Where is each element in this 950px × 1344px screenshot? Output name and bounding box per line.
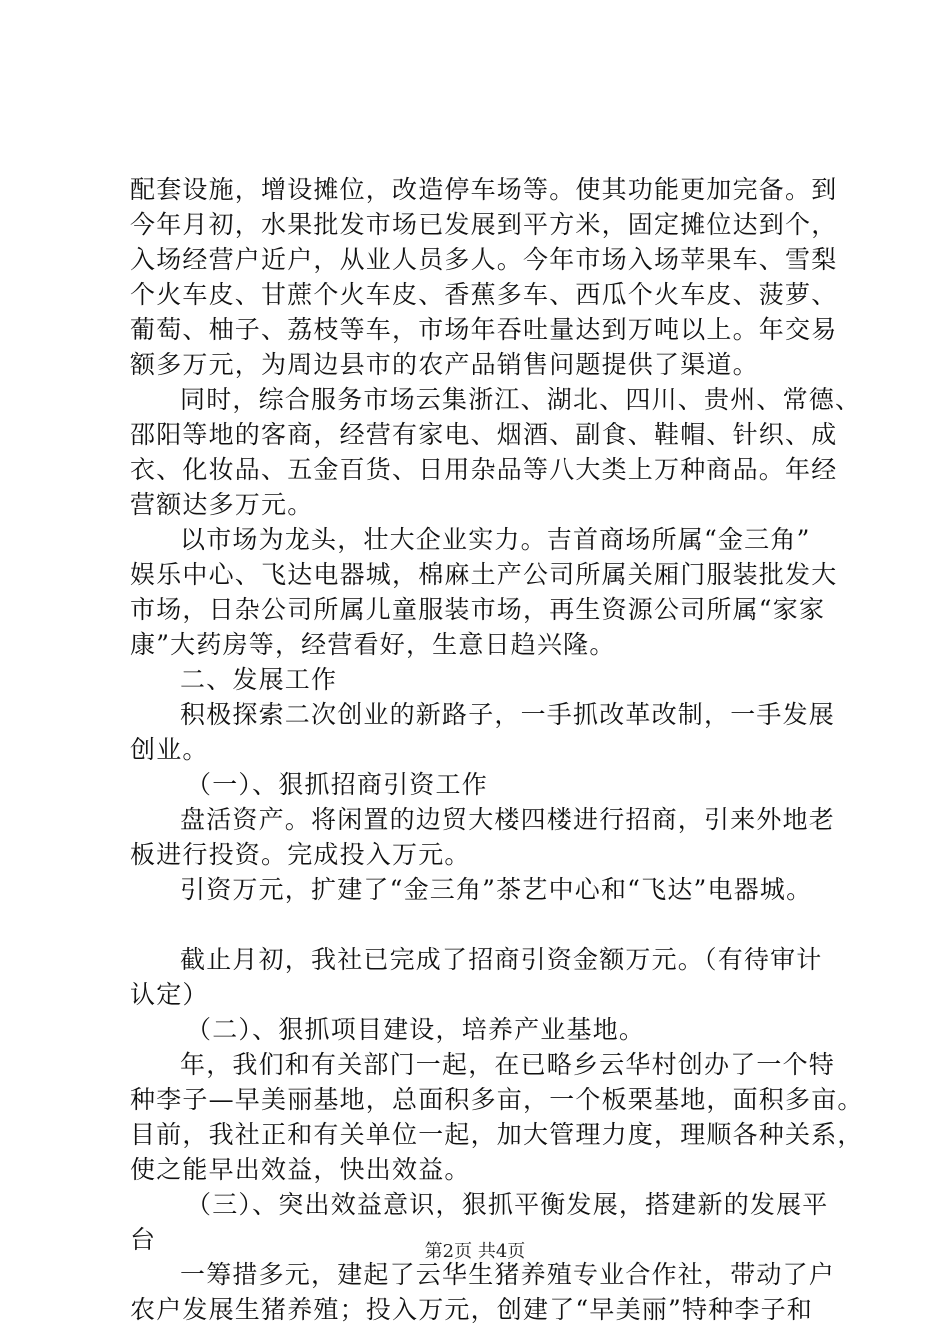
paragraph-line: 邵阳等地的客商，经营有家电、烟酒、副食、鞋帽、针织、成 <box>130 420 838 449</box>
paragraph-line: 认定） <box>130 980 209 1009</box>
paragraph-line: 目前，我社正和有关单位一起，加大管理力度，理顺各种关系， <box>130 1120 864 1149</box>
paragraph-line: 营额达多万元。 <box>130 490 314 519</box>
blank-line <box>130 907 850 942</box>
paragraph-line: 盘活资产。将闲置的边贸大楼四楼进行招商，引来外地老 <box>180 805 836 834</box>
paragraph-line: 康”大药房等，经营看好，生意日趋兴隆。 <box>130 630 616 659</box>
paragraph-line: 年，我们和有关部门一起，在已略乡云华村创办了一个特 <box>180 1050 836 1079</box>
paragraph-line: 截止月初，我社已完成了招商引资金额万元。（有待审计 <box>180 945 823 974</box>
paragraph-line: 板进行投资。完成投入万元。 <box>130 840 471 869</box>
paragraph-line: 一筹措多元，建起了云华生猪养殖专业合作社，带动了户 <box>180 1260 836 1289</box>
paragraph-line: 台 <box>130 1225 157 1254</box>
section-heading: 二、发展工作 <box>180 665 338 694</box>
paragraph-line: 娱乐中心、飞达电器城，棉麻土产公司所属关厢门服装批发大 <box>130 560 838 589</box>
paragraph-line: 积极探索二次创业的新路子，一手抓改革改制，一手发展 <box>180 700 836 729</box>
document-body <box>130 172 864 1327</box>
paragraph-line: 葡萄、柚子、荔枝等车，市场年吞吐量达到万吨以上。年交易 <box>130 315 838 344</box>
paragraph-line: 种李子—早美丽基地，总面积多亩，一个板栗基地，面积多亩。 <box>130 1085 864 1114</box>
paragraph-line: 引资万元，扩建了“金三角”茶艺中心和“飞达”电器城。 <box>180 875 813 904</box>
paragraph-line: 额多万元，为周边县市的农产品销售问题提供了渠道。 <box>130 350 759 379</box>
page-indicator: 第2页 共4页 <box>424 1241 526 1262</box>
paragraph-line: 今年月初，水果批发市场已发展到平方米，固定摊位达到个， <box>130 210 838 239</box>
paragraph-line: 个火车皮、甘蔗个火车皮、香蕉多车、西瓜个火车皮、菠萝、 <box>130 280 838 309</box>
paragraph-line: 以市场为龙头，壮大企业实力。吉首商场所属“金三角” <box>180 525 811 554</box>
paragraph-line: 农户发展生猪养殖；投入万元，创建了“早美丽”特种李子和 <box>130 1295 813 1324</box>
paragraph-line: 入场经营户近户，从业人员多人。今年市场入场苹果车、雪梨 <box>130 245 838 274</box>
subsection-heading: （一）、狠抓招商引资工作 <box>186 770 488 799</box>
subsection-heading: （三）、突出效益意识，狠抓平衡发展，搭建新的发展平 <box>186 1190 829 1219</box>
paragraph-line: 配套设施，增设摊位，改造停车场等。使其功能更加完备。到 <box>130 175 838 204</box>
paragraph-line: 使之能早出效益，快出效益。 <box>130 1155 471 1184</box>
paragraph-line: 同时，综合服务市场云集浙江、湖北、四川、贵州、常德、 <box>180 385 862 414</box>
paragraph-line: 市场，日杂公司所属儿童服装市场，再生资源公司所属“家家 <box>130 595 826 624</box>
subsection-heading: （二）、狠抓项目建设，培养产业基地。 <box>186 1015 646 1044</box>
paragraph-line: 衣、化妆品、五金百货、日用杂品等八大类上万种商品。年经 <box>130 455 838 484</box>
paragraph-line: 创业。 <box>130 735 209 764</box>
